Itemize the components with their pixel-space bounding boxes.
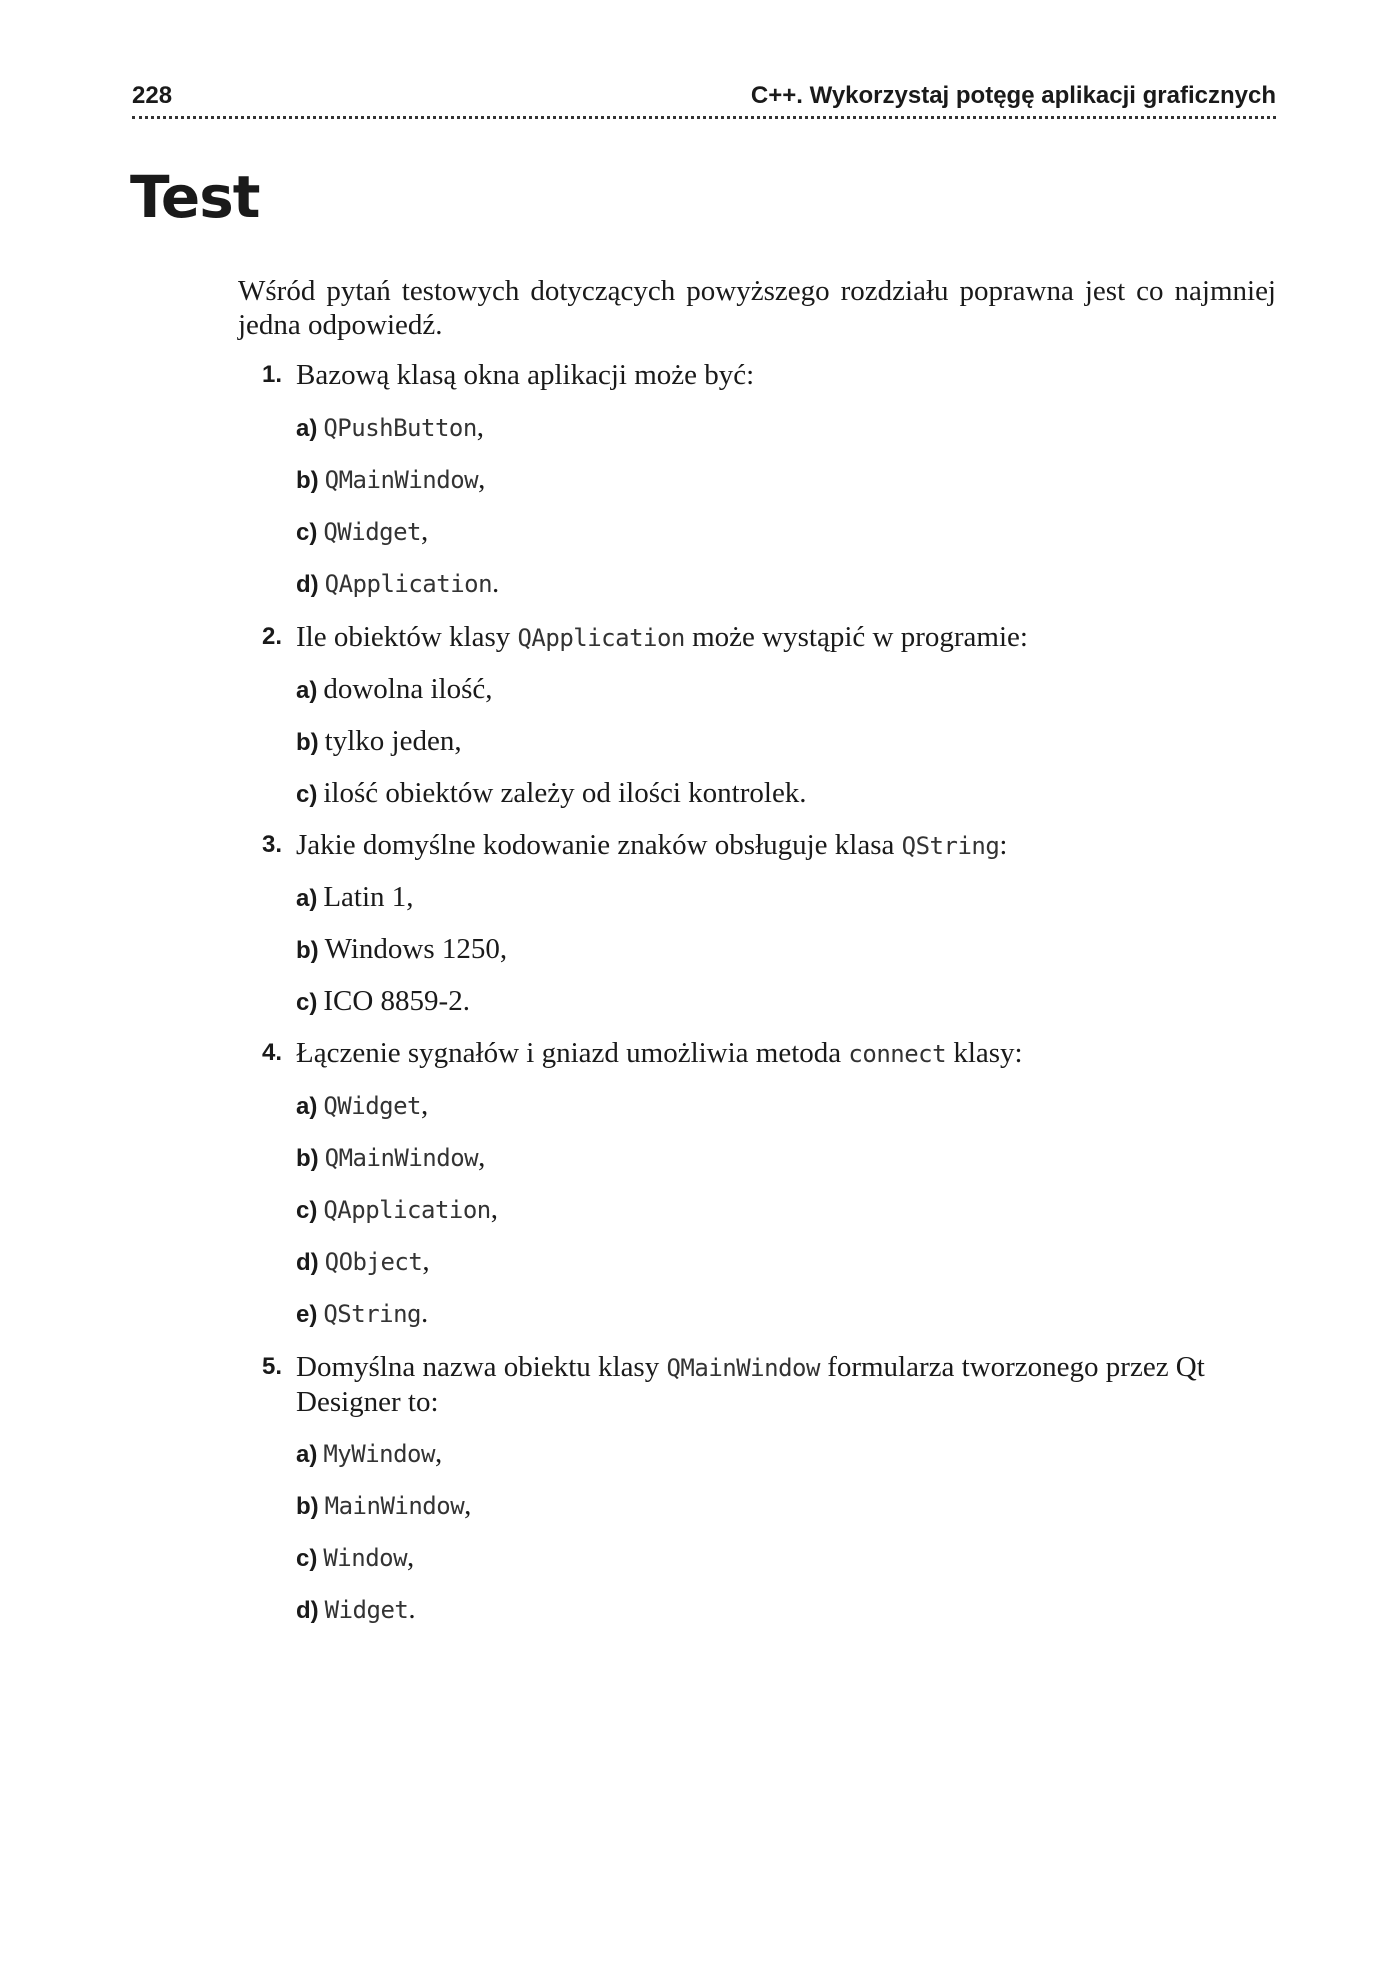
option-code: QApplication — [323, 1196, 491, 1224]
option-punctuation: , — [434, 1437, 443, 1469]
question-5-option-a — [296, 1436, 442, 1472]
question-2-option-b — [296, 724, 462, 760]
option-letter: b) — [296, 467, 319, 494]
question-code: QString — [901, 832, 1000, 860]
question-number: 1. — [262, 361, 283, 388]
question-text-part: Jakie domyślne kodowanie znaków obsługuje klasa — [296, 829, 902, 861]
option-letter: b) — [296, 1145, 319, 1172]
option-code: QMainWindow — [324, 466, 479, 494]
question-number: 4. — [262, 1039, 283, 1066]
option-text: tylko jeden, — [324, 725, 462, 757]
question-2 — [262, 620, 1262, 655]
option-punctuation: , — [421, 1089, 429, 1121]
page-number: 228 — [132, 82, 173, 109]
option-code: QWidget — [323, 1092, 421, 1120]
option-code: QObject — [324, 1248, 423, 1276]
question-5-option-d — [296, 1592, 416, 1628]
option-letter: c) — [296, 1197, 318, 1224]
running-title: C++. Wykorzystaj potęgę aplikacji graficznych — [750, 82, 1276, 109]
option-code: MyWindow — [323, 1440, 435, 1468]
option-code: QWidget — [323, 518, 421, 546]
option-letter: a) — [296, 1093, 318, 1120]
option-punctuation: , — [476, 411, 485, 443]
option-letter: c) — [296, 1545, 318, 1572]
question-4-option-a — [296, 1088, 428, 1124]
option-letter: c) — [296, 519, 318, 546]
question-text — [296, 1350, 1222, 1419]
option-text: Windows 1250, — [324, 933, 508, 965]
question-3-option-a — [296, 880, 414, 916]
option-code: QPushButton — [323, 414, 477, 442]
question-text — [296, 358, 1262, 392]
option-letter: a) — [296, 1441, 318, 1468]
question-number: 5. — [262, 1353, 283, 1380]
question-text-part: : — [999, 829, 1008, 861]
option-letter: d) — [296, 1249, 319, 1276]
question-3-option-b — [296, 932, 507, 968]
question-text — [296, 620, 1262, 655]
question-code: connect — [848, 1040, 947, 1068]
intro-paragraph: Wśród pytań testowych dotyczących powyższego rozdziału poprawna jest co najmniej jedna odpowiedź. — [238, 275, 1276, 341]
option-code: QApplication — [324, 570, 493, 598]
question-2-option-c — [296, 776, 807, 812]
question-number: 3. — [262, 831, 283, 858]
option-letter: a) — [296, 677, 318, 704]
option-code: Widget — [324, 1596, 409, 1624]
question-number: 2. — [262, 623, 283, 650]
option-letter: e) — [296, 1301, 318, 1328]
option-punctuation: , — [421, 515, 429, 547]
option-letter: d) — [296, 571, 319, 598]
option-text: Latin 1, — [323, 881, 414, 913]
option-letter: a) — [296, 415, 318, 442]
question-code: QApplication — [517, 624, 685, 652]
question-1 — [262, 358, 1262, 392]
question-text-part: Domyślna nazwa obiektu klasy — [296, 1351, 667, 1383]
question-4-option-b — [296, 1140, 485, 1176]
option-letter: c) — [296, 781, 318, 808]
question-3-option-c — [296, 984, 470, 1020]
question-text-part: formularza tworzonego przez Qt Designer to: — [296, 1351, 1205, 1418]
question-text-part: Bazową klasą okna aplikacji może być: — [296, 359, 755, 391]
question-4-option-d — [296, 1244, 430, 1280]
option-letter: a) — [296, 885, 318, 912]
question-1-option-c — [296, 514, 428, 550]
option-punctuation: , — [422, 1245, 430, 1277]
option-punctuation: . — [421, 1297, 429, 1329]
option-code: Window — [323, 1544, 408, 1572]
option-code: QString — [323, 1300, 421, 1328]
option-letter: b) — [296, 937, 319, 964]
question-1-option-a — [296, 410, 484, 446]
option-punctuation: . — [408, 1593, 416, 1625]
option-punctuation: , — [490, 1193, 498, 1225]
option-letter: b) — [296, 729, 319, 756]
option-text: dowolna ilość, — [323, 673, 493, 705]
option-letter: c) — [296, 989, 318, 1016]
option-text: ICO 8859-2. — [323, 985, 470, 1017]
question-text — [296, 1036, 1262, 1071]
question-4 — [262, 1036, 1262, 1071]
option-code: MainWindow — [324, 1492, 465, 1520]
section-title: Test — [130, 163, 260, 231]
question-4-option-c — [296, 1192, 498, 1228]
option-letter: d) — [296, 1597, 319, 1624]
option-punctuation: , — [478, 463, 486, 495]
question-1-option-d — [296, 566, 499, 602]
question-1-option-b — [296, 462, 485, 498]
question-text-part: Ile obiektów klasy — [296, 621, 518, 653]
question-text-part: może wystąpić w programie: — [684, 621, 1028, 653]
question-5 — [262, 1350, 1222, 1419]
question-text-part: klasy: — [946, 1037, 1023, 1069]
option-text: ilość obiektów zależy od ilości kontrolek. — [323, 777, 807, 809]
question-2-option-a — [296, 672, 493, 708]
option-punctuation: , — [464, 1489, 472, 1521]
option-punctuation: , — [478, 1141, 486, 1173]
question-code: QMainWindow — [666, 1354, 820, 1382]
question-text-part: Łączenie sygnałów i gniazd umożliwia metoda — [296, 1037, 849, 1069]
question-4-option-e — [296, 1296, 428, 1332]
question-5-option-b — [296, 1488, 471, 1524]
option-punctuation: . — [492, 567, 500, 599]
option-letter: b) — [296, 1493, 319, 1520]
option-punctuation: , — [407, 1541, 415, 1573]
question-text — [296, 828, 1262, 863]
question-5-option-c — [296, 1540, 414, 1576]
question-3 — [262, 828, 1262, 863]
option-code: QMainWindow — [324, 1144, 479, 1172]
